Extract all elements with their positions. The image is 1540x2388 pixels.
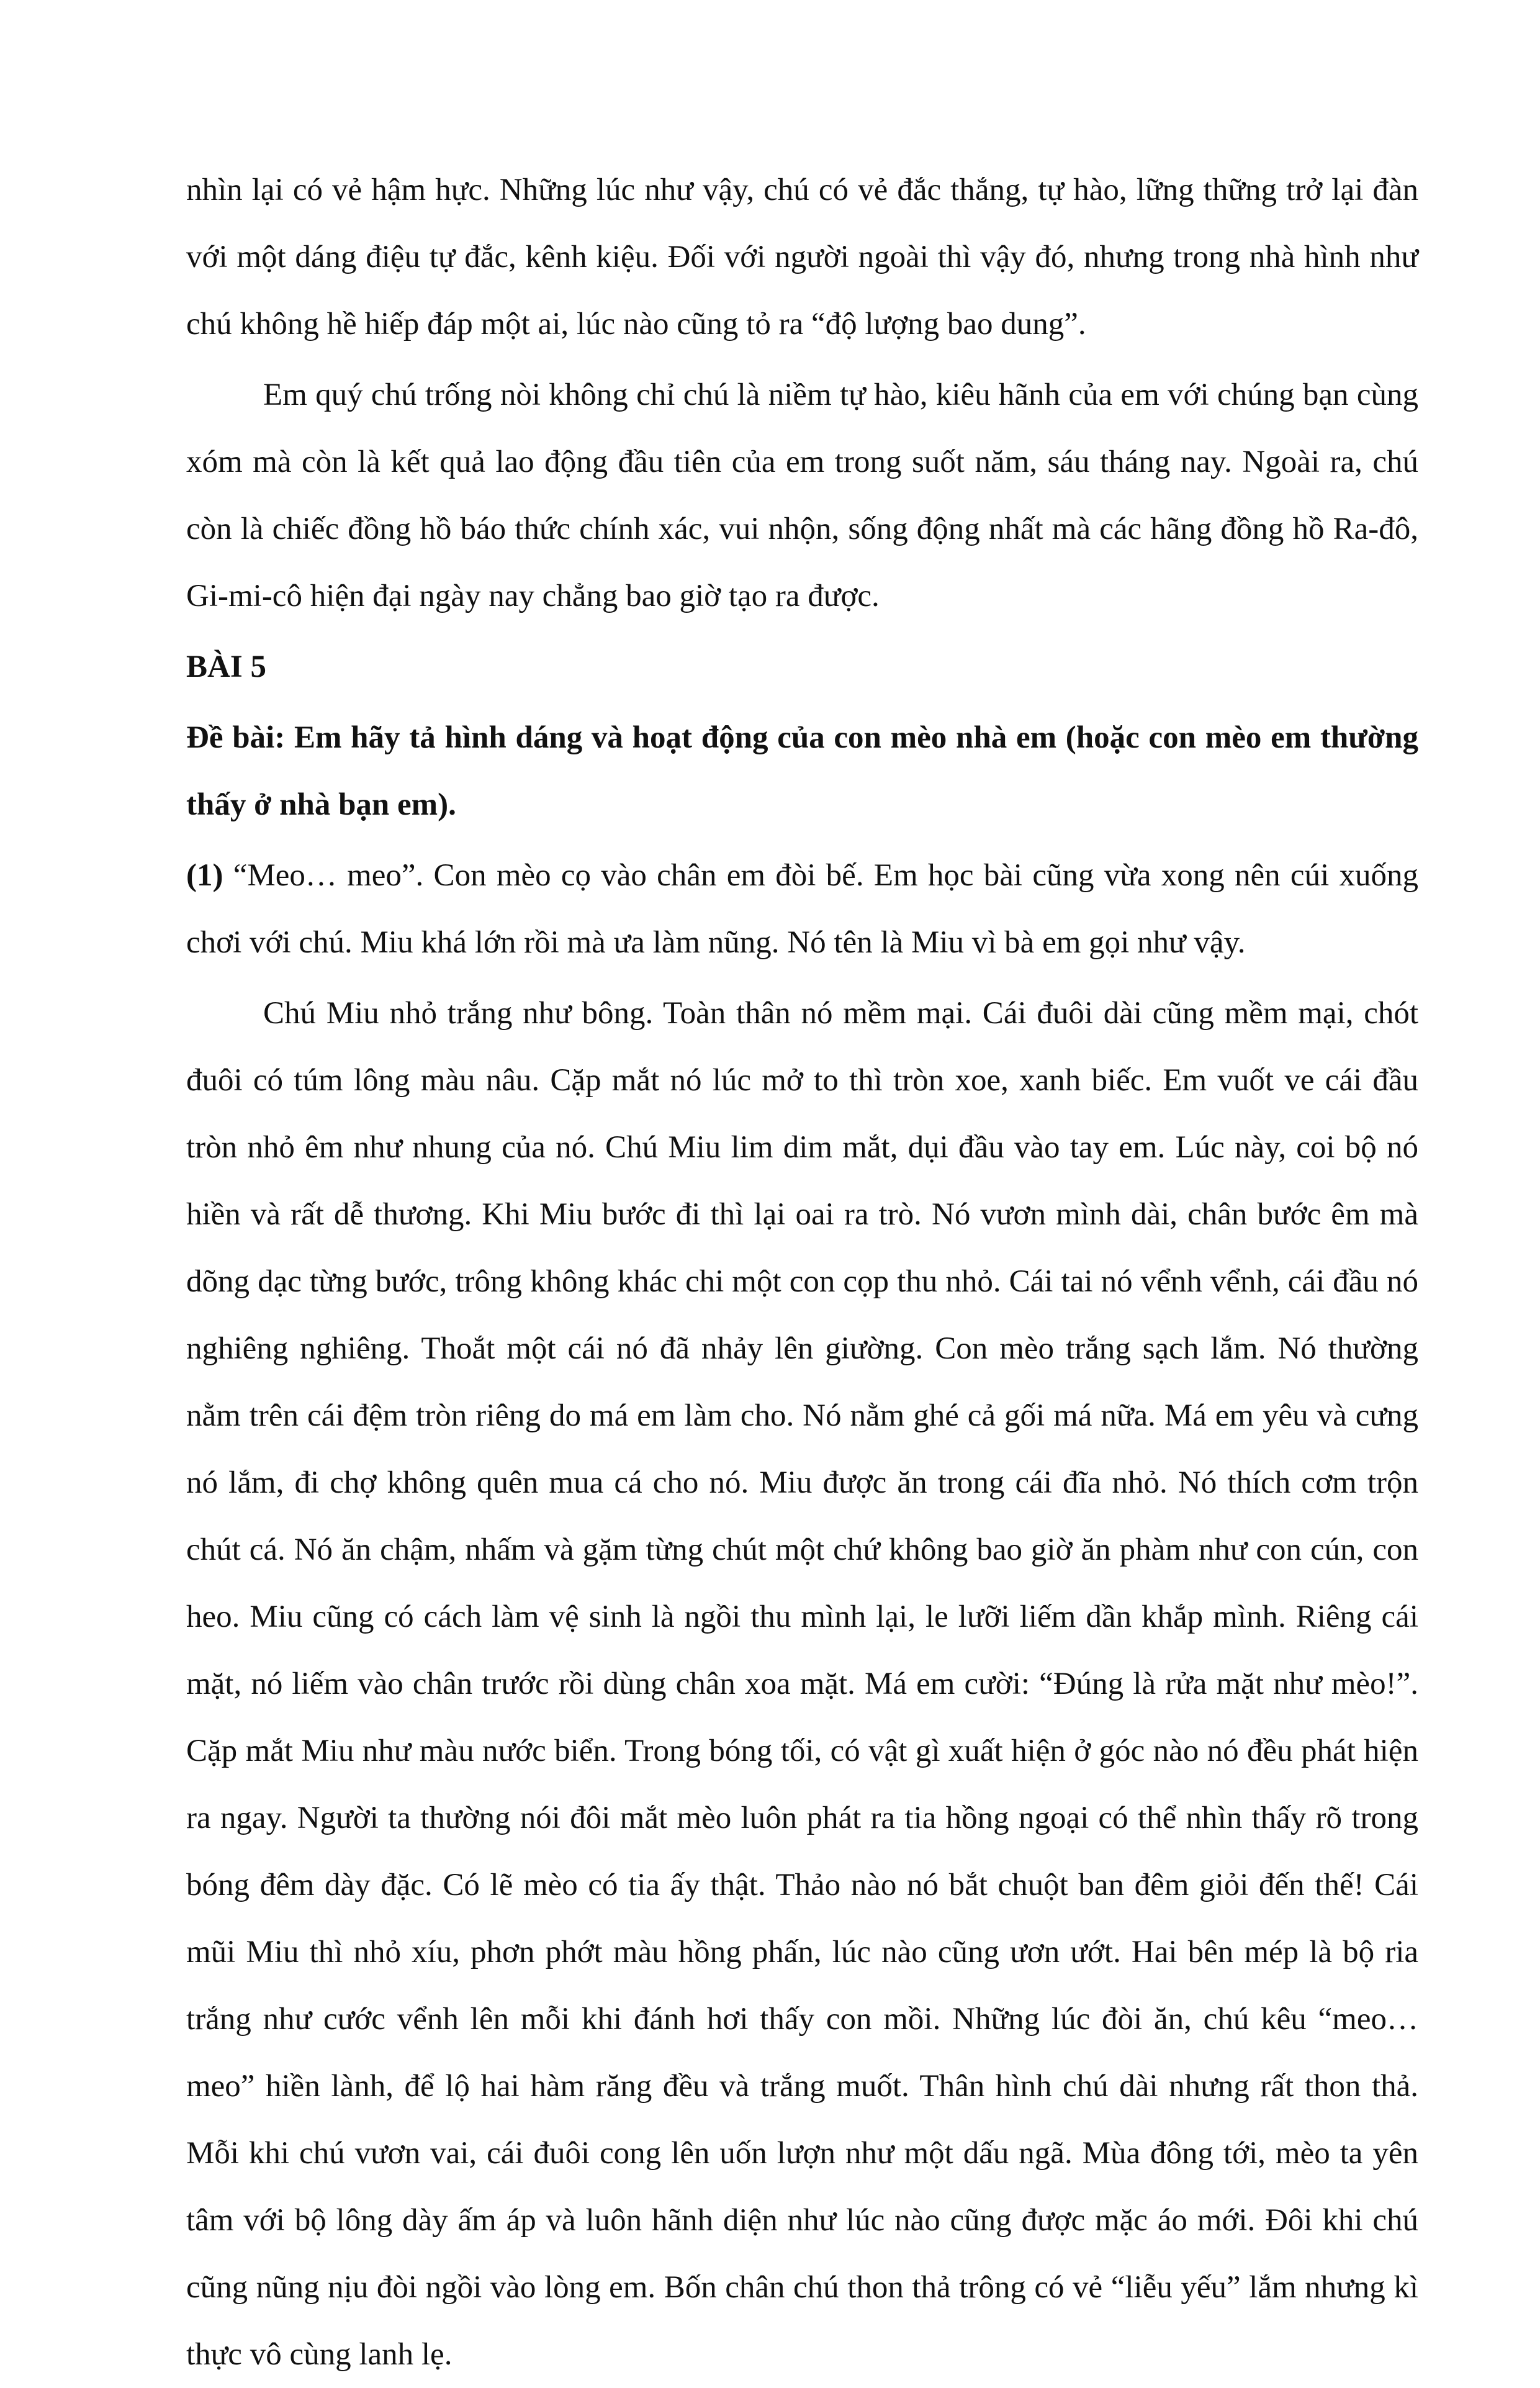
essay-number: (1) [186, 858, 223, 893]
section-heading: BÀI 5 [186, 649, 266, 684]
page-body [186, 156, 1418, 2388]
assignment-prompt: Đề bài: Em hãy tả hình dáng và hoạt động của con mèo nhà em (hoặc con mèo em thường thấy ở nhà bạn em). [186, 720, 1418, 822]
paragraph-continuation: nhìn lại có vẻ hậm hực. Những lúc như vậy, chú có vẻ đắc thắng, tự hào, lững thững trở lại đàn với một dáng điệu tự đắc, kênh kiệu. Đối với người ngoài thì vậy đó, nhưng trong nhà hình như chú không hề hiếp đáp một ai, lúc nào cũng tỏ ra “độ lượng bao dung”. [186, 173, 1418, 341]
essay-body: Chú Miu nhỏ trắng như bông. Toàn thân nó mềm mại. Cái đuôi dài cũng mềm mại, chót đuôi có túm lông màu nâu. Cặp mắt nó lúc mở to thì tròn xoe, xanh biếc. Em vuốt ve cái đầu tròn nhỏ êm như nhung của nó. Chú Miu lim dim mắt, dụi đầu vào tay em. Lúc này, coi bộ nó hiền và rất dễ thương. Khi Miu bước đi thì lại oai ra trò. Nó vươn mình dài, chân bước êm mà dõng dạc từng bước, trông không khác chi một con cọp thu nhỏ. Cái tai nó vểnh vểnh, cái đầu nó nghiêng nghiêng. Thoắt một cái nó đã nhảy lên giường. Con mèo trắng sạch lắm. Nó thường nằm trên cái đệm tròn riêng do má em làm cho. Nó nằm ghé cả gối má nữa. Má em yêu và cưng nó lắm, đi chợ không quên mua cá cho nó. Miu được ăn trong cái đĩa nhỏ. Nó thích cơm trộn chút cá. Nó ăn chậm, nhấm và gặm từng chút một chứ không bao giờ ăn phàm như con cún, con heo. Miu cũng có cách làm vệ sinh là ngồi thu mình lại, le lưỡi liếm dần khắp mình. Riêng cái mặt, nó liếm vào chân trước rồi dùng chân xoa mặt. Má em cười: “Đúng là rửa mặt như mèo!”. Cặp mắt Miu như màu nước biển. Trong bóng tối, có vật gì xuất hiện ở góc nào nó đều phát hiện ra ngay. Người ta thường nói đôi mắt mèo luôn phát ra tia hồng ngoại có thể nhìn thấy rõ trong bóng đêm dày đặc. Có lẽ mèo có tia ấy thật. Thảo nào nó bắt chuột ban đêm giỏi đến thế! Cái mũi Miu thì nhỏ xíu, phơn phớt màu hồng phấn, lúc nào cũng ươn ướt. Hai bên mép là bộ ria trắng như cước vểnh lên mỗi khi đánh hơi thấy con mồi. Những lúc đòi ăn, chú kêu “meo… meo” hiền lành, để lộ hai hàm răng đều và trắng muốt. Thân hình chú dài nhưng rất thon thả. Mỗi khi chú vươn vai, cái đuôi cong lên uốn lượn như một dấu ngã. Mùa đông tới, mèo ta yên tâm với bộ lông dày ấm áp và luôn hãnh diện như lúc nào cũng được mặc áo mới. Đôi khi chú cũng nũng nịu đòi ngồi vào lòng em. Bốn chân chú thon thả trông có vẻ “liễu yếu” lắm nhưng kì thực vô cùng lanh lẹ. [186, 996, 1418, 2372]
paragraph-reason: Em quý chú trống nòi không chỉ chú là niềm tự hào, kiêu hãnh của em với chúng bạn cùng xóm mà còn là kết quả lao động đầu tiên của em trong suốt năm, sáu tháng nay. Ngoài ra, chú còn là chiếc đồng hồ báo thức chính xác, vui nhộn, sống động nhất mà các hãng đồng hồ Ra-đô, Gi-mi-cô hiện đại ngày nay chẳng bao giờ tạo ra được. [186, 378, 1418, 613]
essay-intro [186, 842, 1418, 976]
essay-intro-text: “Meo… meo”. Con mèo cọ vào chân em đòi bế. Em học bài cũng vừa xong nên cúi xuống chơi với chú. Miu khá lớn rồi mà ưa làm nũng. Nó tên là Miu vì bà em gọi như vậy. [186, 858, 1418, 960]
